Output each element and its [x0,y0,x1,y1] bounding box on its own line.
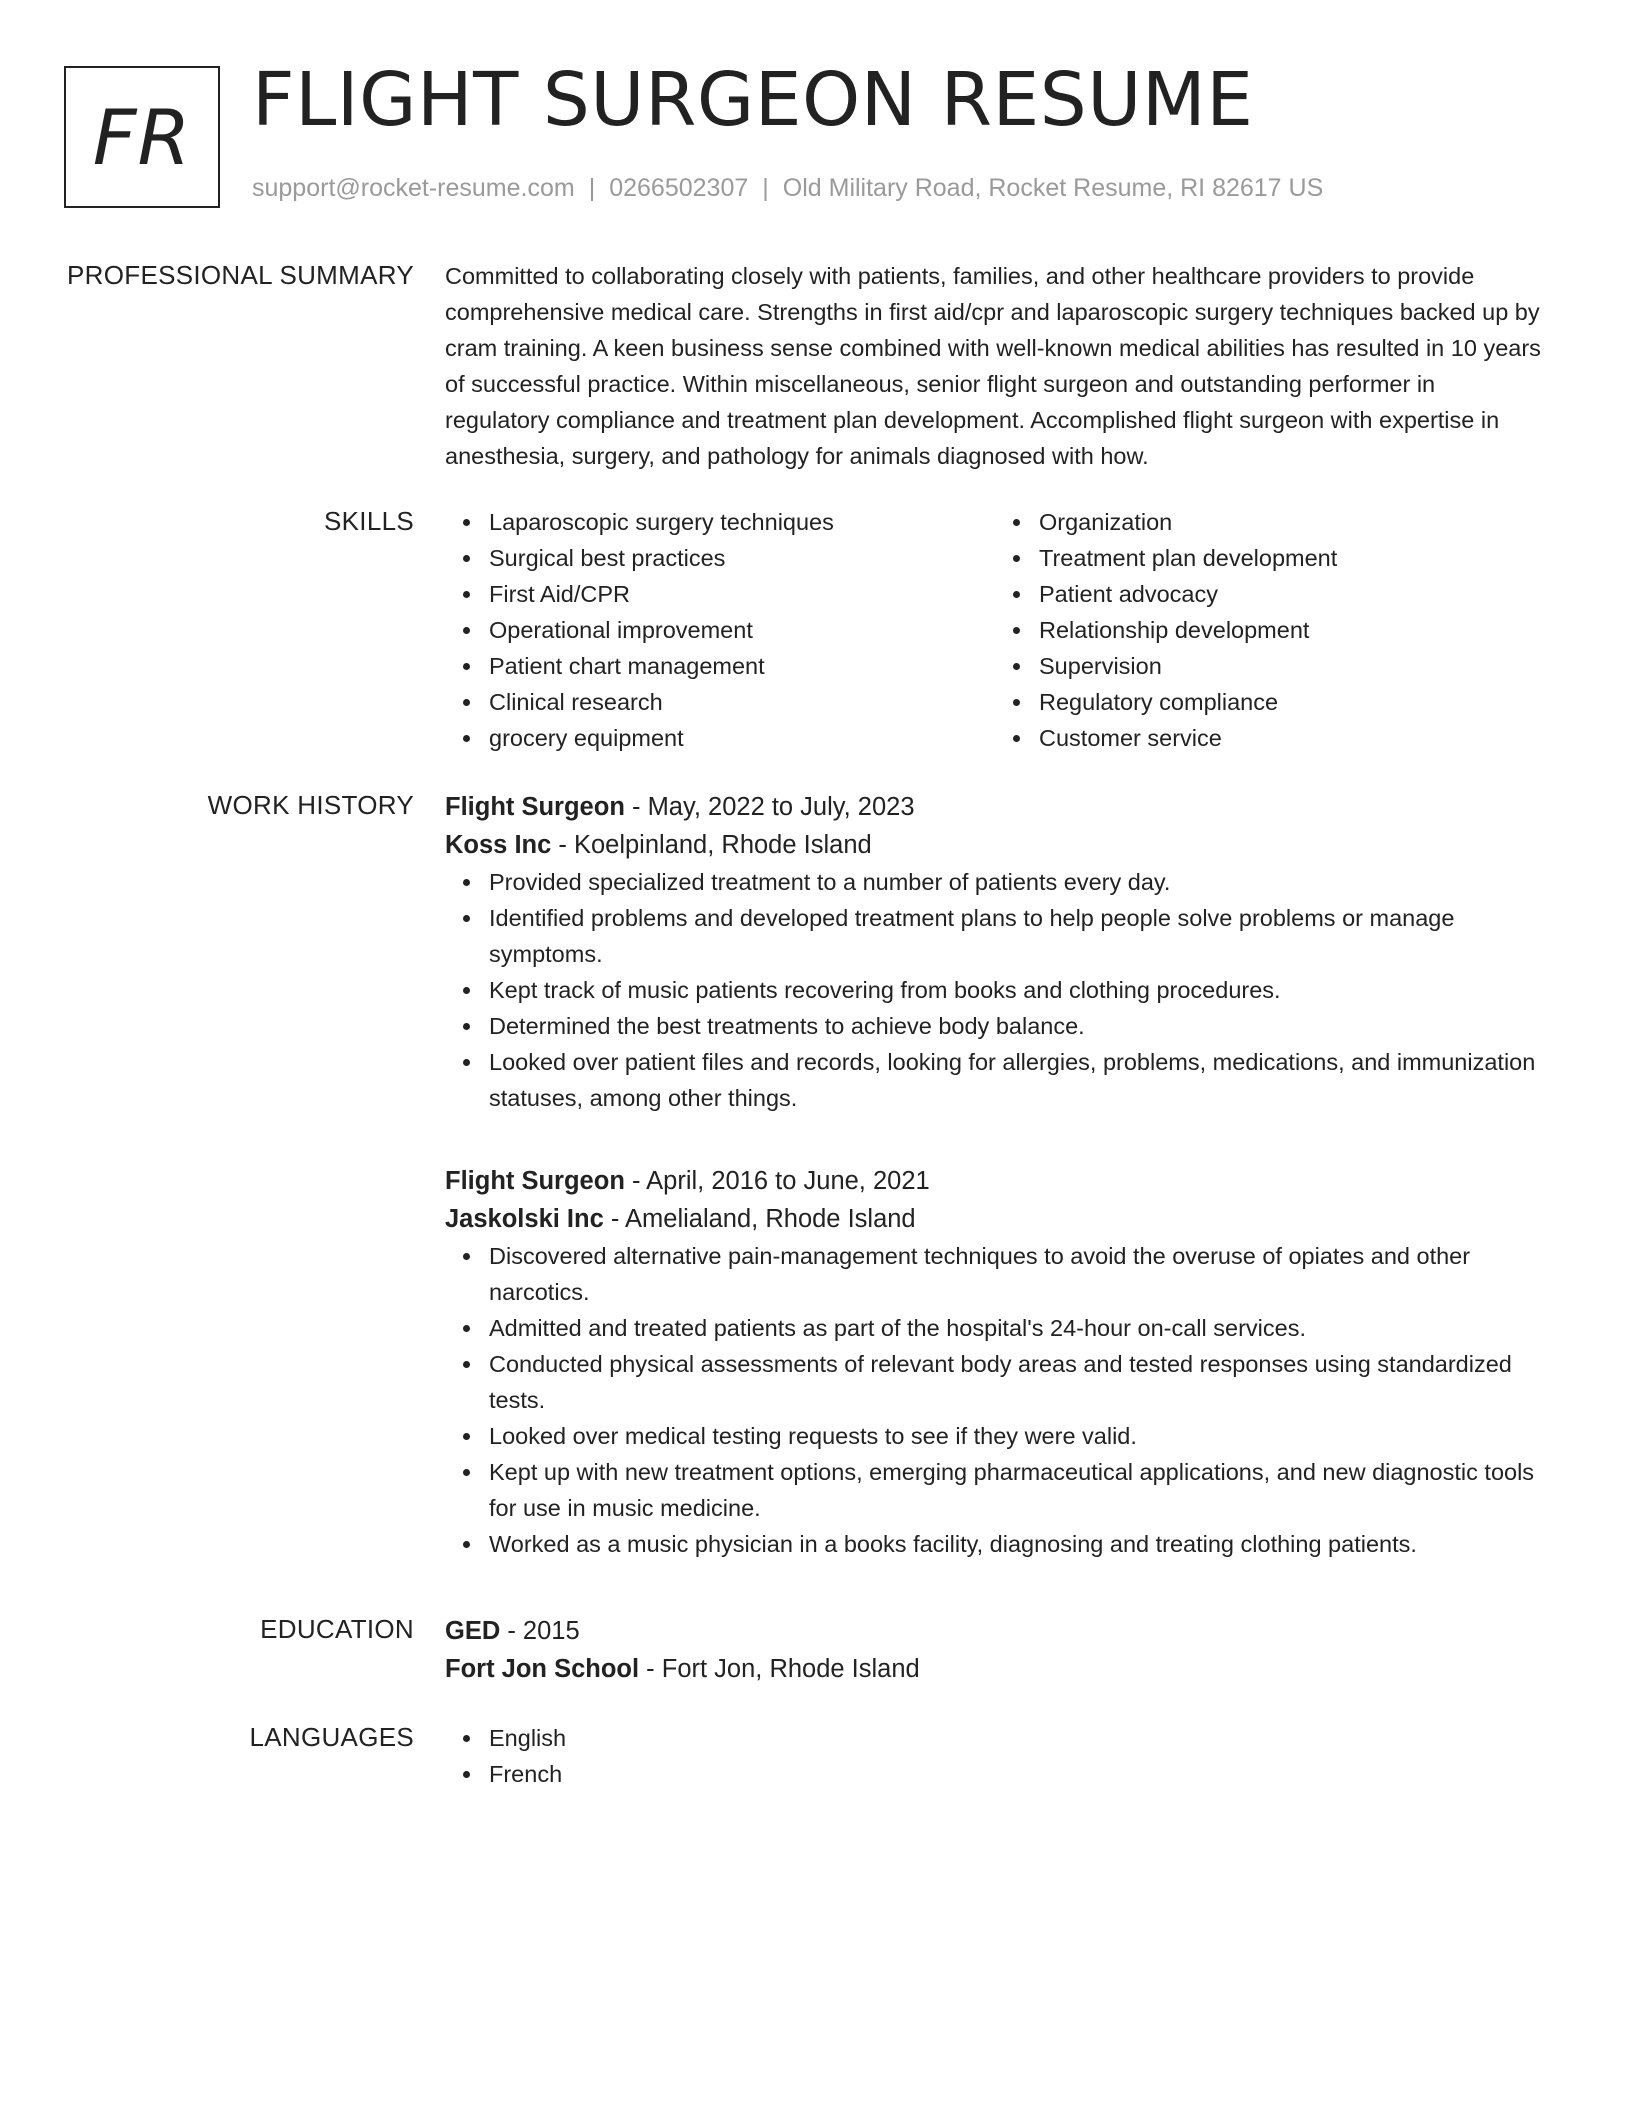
skill-item: Supervision [1039,648,1545,684]
contact-phone[interactable]: 0266502307 [609,174,749,202]
contact-separator: | [762,174,769,202]
skill-item: Clinical research [489,684,995,720]
job-company-line [445,826,1545,864]
job-entry [445,788,1545,1116]
education-heading: EDUCATION [260,1614,414,1644]
job-duty: Admitted and treated patients as part of the hospital's 24-hour on-call services. [489,1310,1545,1346]
education-school: Fort Jon School [445,1655,640,1683]
skills-list-left [445,504,995,756]
job-dates: - May, 2022 to July, 2023 [624,793,915,821]
job-dates: - April, 2016 to June, 2021 [624,1167,930,1195]
skill-item: Operational improvement [489,612,995,648]
skill-item: Relationship development [1039,612,1545,648]
job-duty: Looked over medical testing requests to see if they were valid. [489,1418,1545,1454]
skills-heading: SKILLS [324,506,414,536]
contact-address: Old Military Road, Rocket Resume, RI 82617 US [782,174,1324,202]
job-title: Flight Surgeon [445,793,625,821]
job-title-line [445,1162,1545,1200]
language-item: French [489,1756,1545,1792]
skills-body [445,504,1545,756]
contact-line [252,174,1323,203]
skills-grid [445,504,1545,756]
job-company-line [445,1200,1545,1238]
job-duty: Looked over patient files and records, looking for allergies, problems, medications, and immunization statuses, among other things. [489,1044,1545,1116]
languages-body [445,1720,1545,1792]
skill-item: Organization [1039,504,1545,540]
monogram-box [64,66,220,208]
summary-heading: PROFESSIONAL SUMMARY [67,260,414,290]
skill-item: Laparoscopic surgery techniques [489,504,995,540]
job-entry [445,1162,1545,1562]
skill-item: Patient chart management [489,648,995,684]
job-title-line [445,788,1545,826]
skill-item: Customer service [1039,720,1545,756]
skill-item: First Aid/CPR [489,576,995,612]
education-school-line [445,1650,1545,1688]
education-body [445,1612,1545,1688]
job-duty: Determined the best treatments to achieve body balance. [489,1008,1545,1044]
monogram-initials: FR [92,92,192,182]
skill-item: Regulatory compliance [1039,684,1545,720]
job-duties [445,864,1545,1116]
job-title: Flight Surgeon [445,1167,625,1195]
education-degree-line [445,1612,1545,1650]
job-company: Koss Inc [445,831,552,859]
job-location: - Koelpinland, Rhode Island [551,831,872,859]
job-duty: Discovered alternative pain-management techniques to avoid the overuse of opiates and other narcotics. [489,1238,1545,1310]
languages-heading: LANGUAGES [249,1722,414,1752]
job-duty: Kept up with new treatment options, emerging pharmaceutical applications, and new diagnostic tools for use in music medicine. [489,1454,1545,1526]
contact-separator: | [588,174,596,202]
summary-text: Committed to collaborating closely with patients, families, and other healthcare providers to provide comprehensive medical care. Strengths in first aid/cpr and laparoscopic surgery techniques backed up by cram training. A keen business sense combined with well-known medical abilities has resulted in 10 years of successful practice. Within miscellaneous, senior flight surgeon and outstanding performer in regulatory compliance and treatment plan development. Accomplished flight surgeon with expertise in anesthesia, surgery, and pathology for animals diagnosed with how. [445,263,1541,469]
job-duty: Identified problems and developed treatment plans to help people solve problems or manage symptoms. [489,900,1545,972]
job-duties [445,1238,1545,1562]
skill-item: Treatment plan development [1039,540,1545,576]
skill-item: Surgical best practices [489,540,995,576]
skill-item: Patient advocacy [1039,576,1545,612]
job-location: - Amelialand, Rhode Island [603,1205,916,1233]
job-duty: Conducted physical assessments of relevant body areas and tested responses using standardized tests. [489,1346,1545,1418]
summary-body [445,258,1545,474]
education-year: - 2015 [500,1617,580,1645]
education-degree: GED [445,1617,501,1645]
contact-email[interactable]: support@rocket-resume.com [252,174,575,202]
education-location: - Fort Jon, Rhode Island [639,1655,920,1683]
skill-item: grocery equipment [489,720,995,756]
job-duty: Worked as a music physician in a books facility, diagnosing and treating clothing patients. [489,1526,1545,1562]
languages-list [445,1720,1545,1792]
job-company: Jaskolski Inc [445,1205,604,1233]
skills-list-right [995,504,1545,756]
resume-title: FLIGHT SURGEON RESUME [252,57,1254,143]
job-duty: Kept track of music patients recovering from books and clothing procedures. [489,972,1545,1008]
job-duty: Provided specialized treatment to a number of patients every day. [489,864,1545,900]
work-body [445,788,1545,1562]
work-heading: WORK HISTORY [207,790,414,820]
language-item: English [489,1720,1545,1756]
